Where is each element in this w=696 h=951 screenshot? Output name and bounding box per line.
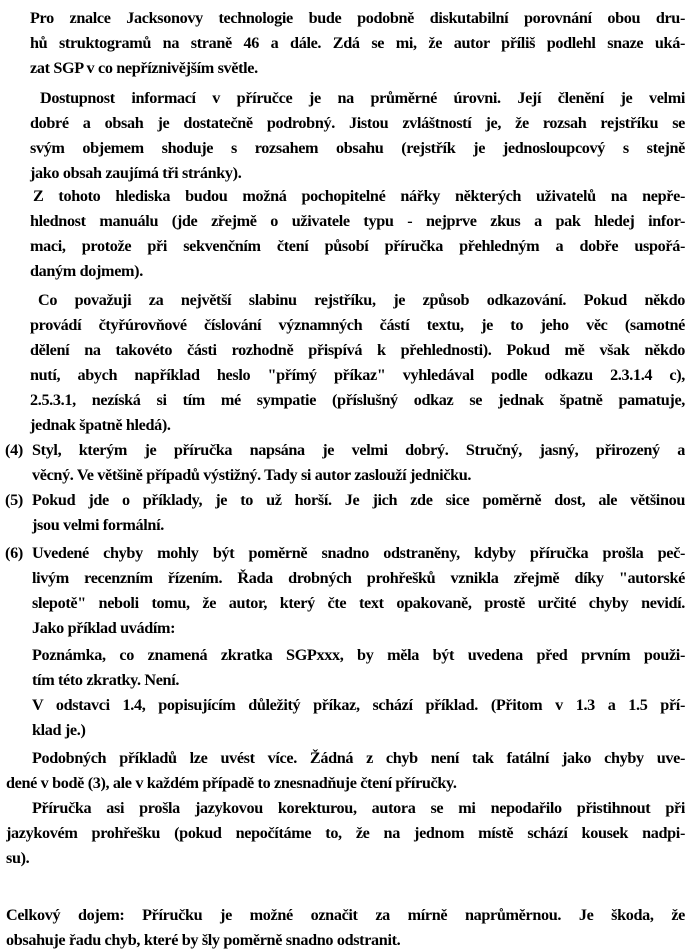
list-number: (6) <box>5 544 23 562</box>
text-line: Co považuji za největší slabinu rejstříku, je způsob odkazování. Pokud někdo <box>38 291 685 309</box>
list-number: (4) <box>5 441 23 459</box>
text-line: jazykovém prohřešku (pokud nepočítáme to, že na jednom místě schází kousek nadpi- <box>6 824 685 842</box>
text-line: livým recenzním řízením. Řada drobných prohřešků vznikla zřejmě díky "autorské <box>32 569 685 587</box>
text-line: maci, protože při sekvenčním čtení působí příručka přehledným a dobře uspořá- <box>30 237 685 255</box>
text-line: nutí, abych například heslo "přímý příkaz" vyhledával podle odkazu 2.3.1.4 c), <box>30 366 685 384</box>
text-line: 2.5.3.1, nezíská si tím mé sympatie (příslušný odkaz se jednak špatně pamatuje, <box>30 391 685 409</box>
text-line: věcný. Ve většině případů výstižný. Tady si autor zaslouží jedničku. <box>32 466 472 484</box>
text-line: Z tohoto hlediska budou možná pochopitelné nářky některých uživatelů na nepře- <box>33 187 685 205</box>
text-line: jednak špatně hledá). <box>30 416 171 434</box>
text-line: Poznámka, co znamená zkratka SGPxxx, by měla být uvedena před prvním použi- <box>32 646 685 664</box>
text-line: dělení na takovéto části rozhodně přispívá k přehlednosti). Pokud mě však někdo <box>30 341 685 359</box>
text-line: su). <box>6 849 30 867</box>
text-line: dobré a obsah je dostatečně podrobný. Jistou zvláštností je, že rozsah rejstříku se <box>30 114 685 132</box>
text-line: hlednost manuálu (jde zřejmě o uživatele typu - nejprve zkus a pak hledej infor- <box>30 212 685 230</box>
text-line: jsou velmi formální. <box>32 516 164 534</box>
text-line: daným dojmem). <box>30 262 143 280</box>
text-line: Jako příklad uvádím: <box>32 619 176 637</box>
text-line: Uvedené chyby mohly být poměrně snadno odstraněny, kdyby příručka prošla peč- <box>32 544 685 562</box>
text-line: V odstavci 1.4, popisujícím důležitý příkaz, schází příklad. (Přitom v 1.3 a 1.5 pří- <box>32 696 685 714</box>
text-line: tím této zkratky. Není. <box>32 671 180 689</box>
text-line: Příručka asi prošla jazykovou korekturou, autora se mi nepodařilo přistihnout při <box>32 799 685 817</box>
text-line: Pro znalce Jacksonovy technologie bude podobně diskutabilní porovnání obou dru- <box>30 9 685 27</box>
text-line: svým objemem shoduje s rozsahem obsahu (rejstřík je jednosloupcový s stejně <box>30 139 685 157</box>
text-line: hů struktogramů na straně 46 a dále. Zdá se mi, že autor příliš podlehl snaze uká- <box>30 34 685 52</box>
text-line: Styl, kterým je příručka napsána je velmi dobrý. Stručný, jasný, přirozený a <box>32 441 685 459</box>
text-line: klad je.) <box>32 721 86 739</box>
text-line: zat SGP v co nepříznivějším světle. <box>30 59 258 77</box>
text-line: slepotě" neboli tomu, že autor, který čte text opakovaně, prostě určité chyby nevidí. <box>32 594 685 612</box>
text-line: provádí čtyřúrovňové číslování významných částí textu, je to jeho věc (samotné <box>30 316 685 334</box>
text-line: jako obsah zaujímá tři stránky). <box>30 164 242 182</box>
text-line: obsahuje řadu chyb, které by šly poměrně snadno odstranit. <box>6 931 401 949</box>
text-line: Podobných příkladů lze uvést více. Žádná z chyb není tak fatální jako chyby uve- <box>32 749 685 767</box>
text-line: Celkový dojem: Příručku je možné označit za mírně naprůměrnou. Je škoda, že <box>6 906 685 924</box>
text-line: Pokud jde o příklady, je to už horší. Je jich zde sice poměrně dost, ale většinou <box>32 491 685 509</box>
text-line: dené v bodě (3), ale v každém případě to znesnadňuje čtení příručky. <box>6 774 457 792</box>
list-number: (5) <box>5 491 23 509</box>
text-line: Dostupnost informací v příručce je na průměrné úrovni. Její členění je velmi <box>40 89 685 107</box>
